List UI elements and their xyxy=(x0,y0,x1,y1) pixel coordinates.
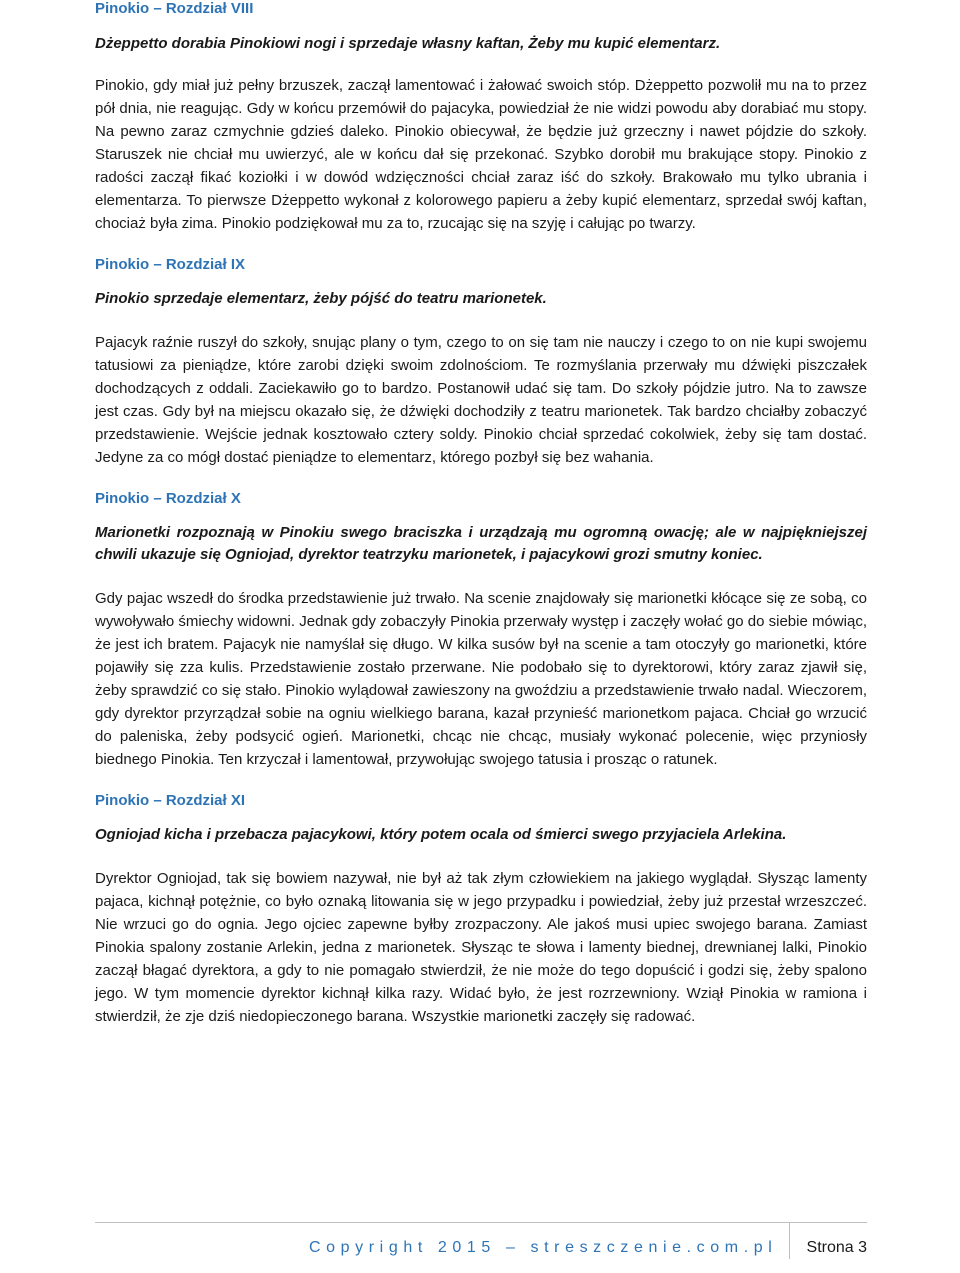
chapter-section-9 xyxy=(95,254,867,469)
chapter-summary: Dyrektor Ogniojad, tak się bowiem nazywał, nie był aż tak złym człowiekiem na jakiego wyglądał. Słysząc lamenty pajaca, kichnął potężnie, co było oznaką litowania się w jego przypadku i powiedział, żeby już przestał wrzeszczeć. Nie wrzuci go do ognia. Jego ojciec zapewne byłby zrozpaczony. Ale jakoś musi upiec swojego barana. Zamiast Pinokia spalony zostanie Arlekin, jedna z marionetek. Słysząc te słowa i lamenty biednej, drewnianej lalki, Pinokio zaczął błagać dyrektora, a gdy to nie pomagało stwierdził, że nie może do tego dopuścić i godzi się, żeby spalono jego. W tym momencie dyrektor kichnął kilka razy. Widać było, że jest rozrzewniony. Wziął Pinokia w ramiona i stwierdził, że zje dziś niedopieczonego barana. Wszystkie marionetki zaczęły się radować. xyxy=(95,870,867,1025)
chapter-heading: Pinokio – Rozdział X xyxy=(95,490,241,507)
chapter-section-11 xyxy=(95,790,867,1028)
page-number: Strona 3 xyxy=(806,1239,867,1256)
chapter-heading: Pinokio – Rozdział VIII xyxy=(95,0,254,17)
page-footer xyxy=(95,1222,867,1256)
document-page xyxy=(95,0,867,1028)
chapter-subtitle: Ogniojad kicha i przebacza pajacykowi, który potem ocala od śmierci swego przyjaciela Arlekina. xyxy=(95,826,787,843)
chapter-section-8 xyxy=(95,0,867,235)
chapter-subtitle: Marionetki rozpoznają w Pinokiu swego braciszka i urządzają mu ogromną owację; ale w najpiękniejszej chwili ukazuje się Ogniojad, dyrektor teatrzyku marionetek, i pajacykowi grozi smutny koniec. xyxy=(95,524,867,563)
chapter-section-10 xyxy=(95,488,867,771)
chapter-summary: Pinokio, gdy miał już pełny brzuszek, zaczął lamentować i żałować swoich stóp. Dżeppetto pozwolił mu na to przez pół dnia, nie reagując. Gdy w końcu przemówił do pajacyka, powiedział że nie widzi powodu aby dorabiać mu stopy. Na pewno zaraz czmychnie gdzieś daleko. Pinokio obiecywał, że będzie już grzeczny i nawet pójdzie do szkoły. Staruszek nie chciał mu uwierzyć, ale w końcu dał się przekonać. Szybko dorobił mu brakujące stopy. Pinokio z radości zaczął fikać koziołki i w dowód wdzięczności chciał zaraz iść do szkoły. Brakowało mu tylko ubrania i elementarza. To pierwsze Dżeppetto wykonał z kolorowego papieru a żeby kupić elementarz, sprzedał swój kaftan, chociaż była zima. Pinokio podziękował mu za to, rzucając się na szyję i całując po twarzy. xyxy=(95,77,867,232)
footer-copyright: Copyright 2015 – streszczenie.com.pl xyxy=(309,1239,778,1256)
chapter-heading: Pinokio – Rozdział IX xyxy=(95,256,246,273)
chapter-subtitle: Pinokio sprzedaje elementarz, żeby pójść do teatru marionetek. xyxy=(95,290,547,307)
chapter-summary: Gdy pajac wszedł do środka przedstawienie już trwało. Na scenie znajdowały się marionetki kłócące się ze sobą, co wywoływało śmiechy widowni. Jednak gdy zobaczyły Pinokia przerwały występ i zaczęły wołać go do siebie mówiąc, że jest ich bratem. Pajacyk nie namyślał się długo. W kilka susów był na scenie a tam otoczyły go marionetki, które pojawiły się zza kulis. Przedstawienie zostało przerwane. Nie podobało się to dyrektorowi, który zaraz zjawił się, żeby sprawdzić co się stało. Pinokio wylądował zawieszony na gwoździu a przedstawienie trwało nadal. Wieczorem, gdy dyrektor przyrządzał sobie na ogniu wielkiego barana, kazał przynieść marionetkom pajaca. Chciał go wrzucić do paleniska, żeby podsycić ogień. Marionetki, chcąc nie chcąc, musiały wykonać polecenie, więc przyniosły biednego Pinokia. Ten krzyczał i lamentował, przywołując swojego tatusia i prosząc o ratunek. xyxy=(95,590,867,768)
footer-divider xyxy=(789,1223,790,1259)
chapter-subtitle: Dżeppetto dorabia Pinokiowi nogi i sprzedaje własny kaftan, Żeby mu kupić elementarz. xyxy=(95,35,721,52)
chapter-heading: Pinokio – Rozdział XI xyxy=(95,792,246,809)
chapter-summary: Pajacyk raźnie ruszył do szkoły, snując plany o tym, czego to on się tam nie nauczy i czego to on nie kupi swojemu tatusiowi za pieniądze, które zarobi dzięki swoim zdolnościom. Te rozmyślania przerwały mu dźwięki piszczałek dochodzących z oddali. Zaciekawiło go to bardzo. Postanowił udać się tam. Do szkoły pójdzie jutro. Na to zawsze jest czas. Gdy był na miejscu okazało się, że dźwięki dochodziły z teatru marionetek. Tak bardzo chciałby zobaczyć przedstawienie. Wejście jednak kosztowało cztery soldy. Pinokio chciał sprzedać cokolwiek, żeby się tam dostać. Jedyne za co mógł dostać pieniądze to elementarz, którego pozbył się bez wahania. xyxy=(95,334,867,466)
